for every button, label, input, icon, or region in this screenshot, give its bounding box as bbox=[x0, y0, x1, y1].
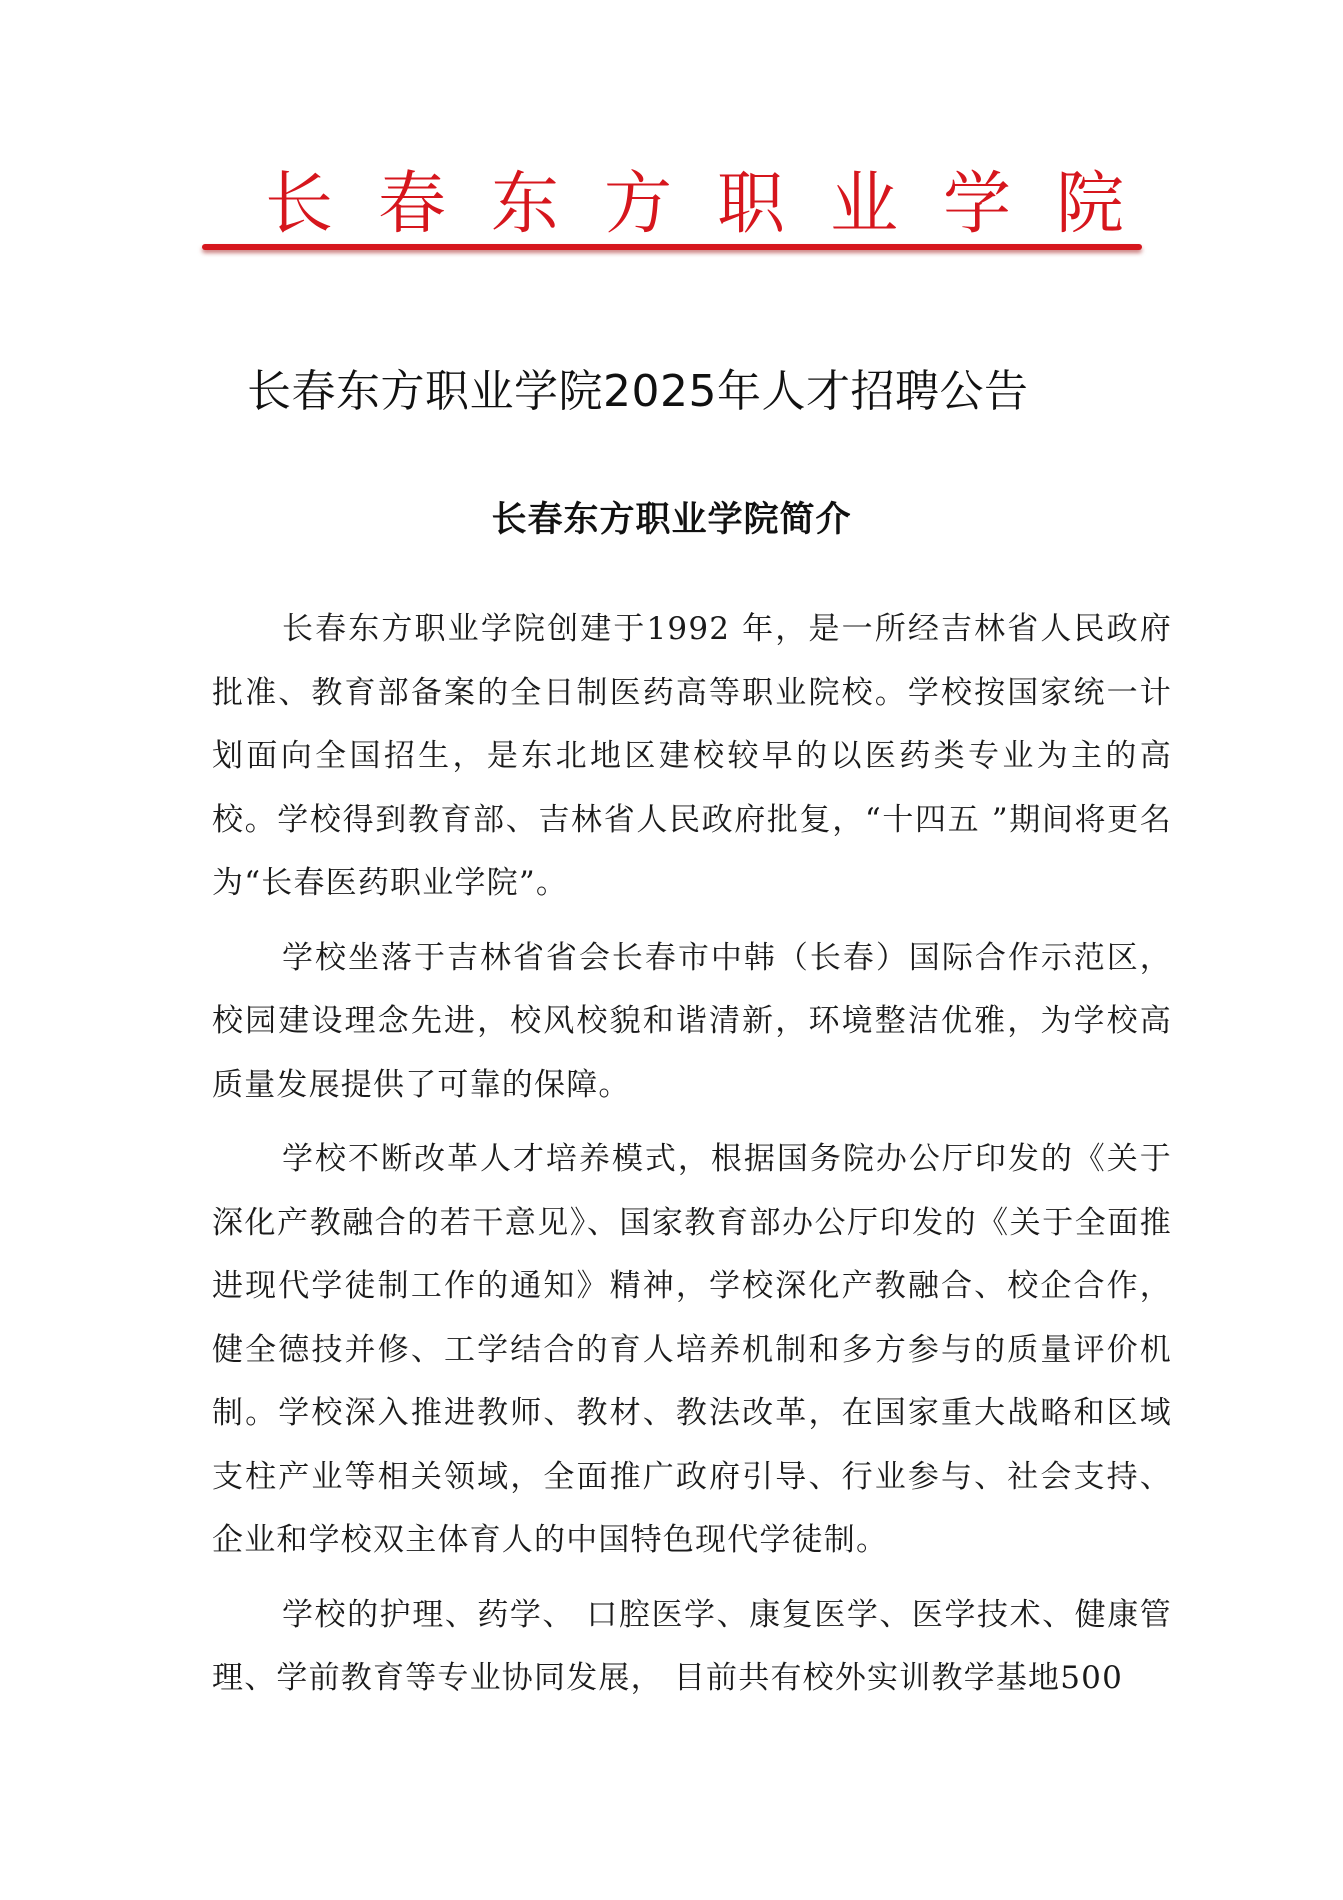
body-paragraph: 学校的护理、药学、 口腔医学、康复医学、医学技术、健康管理、学前教育等专业协同发展， 目前共有校外实训教学基地500 bbox=[212, 1596, 1172, 1696]
letterhead-red-rule bbox=[202, 244, 1142, 250]
body-paragraph: 长春东方职业学院创建于1992 年，是一所经吉林省人民政府批准、教育部备案的全日制医药高等职业院校。学校按国家统一计划面向全国招生，是东北地区建校较早的以医药类专业为主的高校。学校得到教育部、吉林省人民政府批复，“十四五 ”期间将更名为“长春医药职业学院”。 bbox=[212, 611, 1172, 901]
section-title: 长春东方职业学院简介 bbox=[491, 500, 852, 540]
document-title: 长春东方职业学院2025年人才招聘公告 bbox=[247, 366, 1029, 417]
letterhead-institution-name: 长春东方职业学院 bbox=[265, 165, 1170, 244]
body-paragraph: 学校坐落于吉林省省会长春市中韩（长春）国际合作示范区，校园建设理念先进，校风校貌和谐清新，环境整洁优雅，为学校高质量发展提供了可靠的保障。 bbox=[212, 939, 1172, 1103]
body-paragraph: 学校不断改革人才培养模式，根据国务院办公厅印发的《关于深化产教融合的若干意见》、国家教育部办公厅印发的《关于全面推进现代学徒制工作的通知》精神，学校深化产教融合、校企合作，健全德技并修、工学结合的育人培养机制和多方参与的质量评价机制。学校深入推进教师、教材、教法改革，在国家重大战略和区域支柱产业等相关领域，全面推广政府引导、行业参与、社会支持、企业和学校双主体育人的中国特色现代学徒制。 bbox=[212, 1141, 1172, 1558]
document-body bbox=[212, 598, 1172, 1722]
